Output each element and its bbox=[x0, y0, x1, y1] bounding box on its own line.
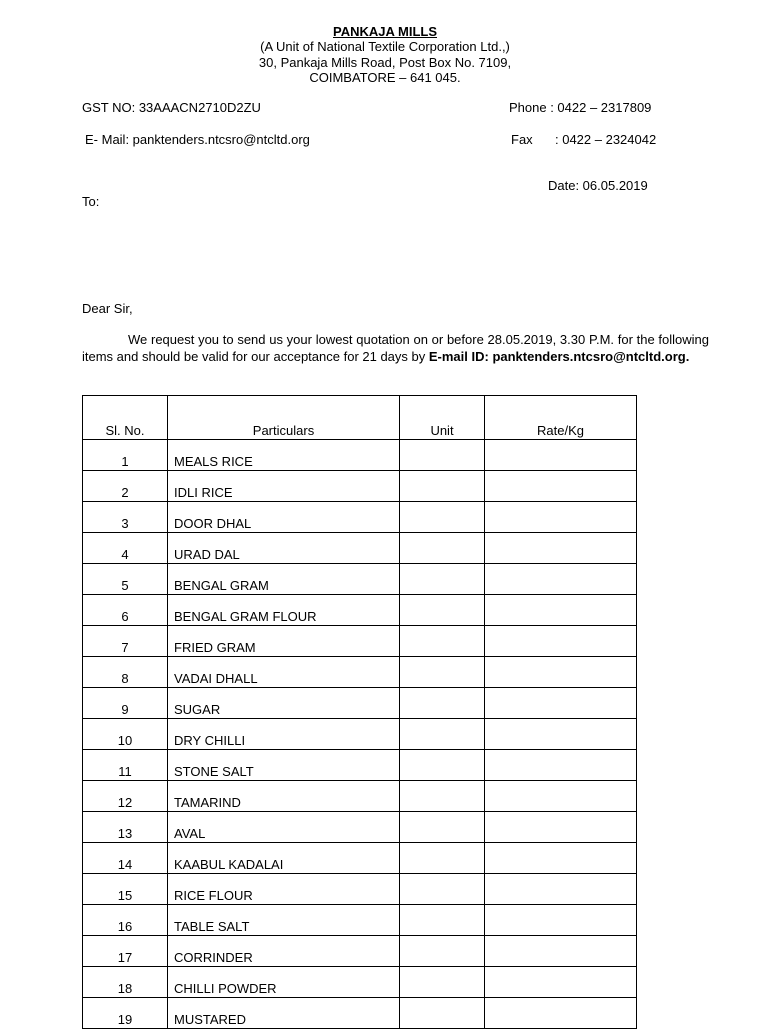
cell-rate bbox=[485, 502, 637, 533]
header-rate: Rate/Kg bbox=[485, 396, 637, 440]
cell-sl-no: 15 bbox=[83, 874, 168, 905]
cell-sl-no: 10 bbox=[83, 719, 168, 750]
items-table bbox=[82, 395, 637, 1029]
cell-unit bbox=[400, 750, 485, 781]
body-text: We request you to send us your lowest quotation on or before 28.05.2019, 3.30 P.M. for the following items and should be valid for our acceptance for 21 days by bbox=[82, 332, 709, 364]
cell-unit bbox=[400, 502, 485, 533]
cell-sl-no: 14 bbox=[83, 843, 168, 874]
cell-unit bbox=[400, 874, 485, 905]
table-row bbox=[83, 967, 637, 998]
cell-sl-no: 4 bbox=[83, 533, 168, 564]
cell-particulars: TABLE SALT bbox=[168, 905, 400, 936]
company-address: 30, Pankaja Mills Road, Post Box No. 7109, bbox=[258, 55, 512, 70]
cell-unit bbox=[400, 688, 485, 719]
cell-sl-no: 17 bbox=[83, 936, 168, 967]
table-row bbox=[83, 719, 637, 750]
cell-particulars: IDLI RICE bbox=[168, 471, 400, 502]
cell-rate bbox=[485, 564, 637, 595]
cell-rate bbox=[485, 688, 637, 719]
table-header-row bbox=[83, 396, 637, 440]
cell-unit bbox=[400, 936, 485, 967]
cell-sl-no: 19 bbox=[83, 998, 168, 1029]
cell-sl-no: 16 bbox=[83, 905, 168, 936]
cell-rate bbox=[485, 812, 637, 843]
table-row bbox=[83, 595, 637, 626]
cell-sl-no: 1 bbox=[83, 440, 168, 471]
cell-particulars: CORRINDER bbox=[168, 936, 400, 967]
cell-particulars: RICE FLOUR bbox=[168, 874, 400, 905]
cell-unit bbox=[400, 843, 485, 874]
cell-unit bbox=[400, 440, 485, 471]
table-row bbox=[83, 626, 637, 657]
phone-number: Phone : 0422 – 2317809 bbox=[509, 100, 652, 115]
table-row bbox=[83, 657, 637, 688]
table-row bbox=[83, 564, 637, 595]
cell-rate bbox=[485, 657, 637, 688]
table-row bbox=[83, 688, 637, 719]
cell-particulars: BENGAL GRAM FLOUR bbox=[168, 595, 400, 626]
cell-unit bbox=[400, 564, 485, 595]
cell-rate bbox=[485, 595, 637, 626]
table-row bbox=[83, 533, 637, 564]
cell-particulars: URAD DAL bbox=[168, 533, 400, 564]
cell-particulars: DRY CHILLI bbox=[168, 719, 400, 750]
cell-rate bbox=[485, 719, 637, 750]
cell-rate bbox=[485, 626, 637, 657]
fax-label: Fax bbox=[511, 132, 533, 147]
cell-particulars: STONE SALT bbox=[168, 750, 400, 781]
cell-unit bbox=[400, 595, 485, 626]
table-row bbox=[83, 750, 637, 781]
company-name: PANKAJA MILLS bbox=[333, 24, 437, 39]
cell-rate bbox=[485, 874, 637, 905]
cell-particulars: VADAI DHALL bbox=[168, 657, 400, 688]
cell-sl-no: 2 bbox=[83, 471, 168, 502]
table-row bbox=[83, 812, 637, 843]
cell-sl-no: 11 bbox=[83, 750, 168, 781]
cell-particulars: FRIED GRAM bbox=[168, 626, 400, 657]
cell-rate bbox=[485, 936, 637, 967]
header-unit: Unit bbox=[400, 396, 485, 440]
table-body bbox=[83, 440, 637, 1029]
cell-unit bbox=[400, 905, 485, 936]
table-row bbox=[83, 440, 637, 471]
cell-unit bbox=[400, 719, 485, 750]
cell-particulars: KAABUL KADALAI bbox=[168, 843, 400, 874]
cell-unit bbox=[400, 812, 485, 843]
cell-particulars: CHILLI POWDER bbox=[168, 967, 400, 998]
cell-unit bbox=[400, 967, 485, 998]
table-row bbox=[83, 502, 637, 533]
recipient-label: To: bbox=[82, 194, 100, 209]
table-row bbox=[83, 471, 637, 502]
table-row bbox=[83, 874, 637, 905]
cell-particulars: TAMARIND bbox=[168, 781, 400, 812]
company-subtitle: (A Unit of National Textile Corporation Ltd.,) bbox=[260, 39, 510, 54]
cell-unit bbox=[400, 657, 485, 688]
cell-unit bbox=[400, 471, 485, 502]
cell-rate bbox=[485, 750, 637, 781]
cell-rate bbox=[485, 781, 637, 812]
cell-sl-no: 18 bbox=[83, 967, 168, 998]
header-sl-no: Sl. No. bbox=[83, 396, 168, 440]
cell-particulars: AVAL bbox=[168, 812, 400, 843]
cell-unit bbox=[400, 626, 485, 657]
cell-particulars: BENGAL GRAM bbox=[168, 564, 400, 595]
cell-sl-no: 7 bbox=[83, 626, 168, 657]
table-row bbox=[83, 905, 637, 936]
cell-particulars: MEALS RICE bbox=[168, 440, 400, 471]
cell-sl-no: 6 bbox=[83, 595, 168, 626]
cell-sl-no: 8 bbox=[83, 657, 168, 688]
email-address: E- Mail: panktenders.ntcsro@ntcltd.org bbox=[85, 132, 310, 147]
cell-sl-no: 12 bbox=[83, 781, 168, 812]
salutation: Dear Sir, bbox=[82, 301, 133, 316]
header-particulars: Particulars bbox=[168, 396, 400, 440]
table-row bbox=[83, 936, 637, 967]
cell-rate bbox=[485, 905, 637, 936]
cell-rate bbox=[485, 967, 637, 998]
gst-number: GST NO: 33AAACN2710D2ZU bbox=[82, 100, 261, 115]
cell-particulars: SUGAR bbox=[168, 688, 400, 719]
cell-sl-no: 13 bbox=[83, 812, 168, 843]
cell-unit bbox=[400, 533, 485, 564]
table-row bbox=[83, 843, 637, 874]
letter-body bbox=[82, 332, 709, 365]
table-row bbox=[83, 781, 637, 812]
cell-particulars: MUSTARED bbox=[168, 998, 400, 1029]
cell-rate bbox=[485, 440, 637, 471]
cell-rate bbox=[485, 471, 637, 502]
company-city: COIMBATORE – 641 045. bbox=[309, 70, 461, 85]
cell-rate bbox=[485, 533, 637, 564]
cell-rate bbox=[485, 843, 637, 874]
body-email: E-mail ID: panktenders.ntcsro@ntcltd.org. bbox=[428, 348, 690, 364]
cell-sl-no: 5 bbox=[83, 564, 168, 595]
cell-sl-no: 3 bbox=[83, 502, 168, 533]
cell-unit bbox=[400, 781, 485, 812]
cell-sl-no: 9 bbox=[83, 688, 168, 719]
letter-date: Date: 06.05.2019 bbox=[548, 178, 648, 193]
cell-particulars: DOOR DHAL bbox=[168, 502, 400, 533]
fax-number: : 0422 – 2324042 bbox=[555, 132, 657, 147]
